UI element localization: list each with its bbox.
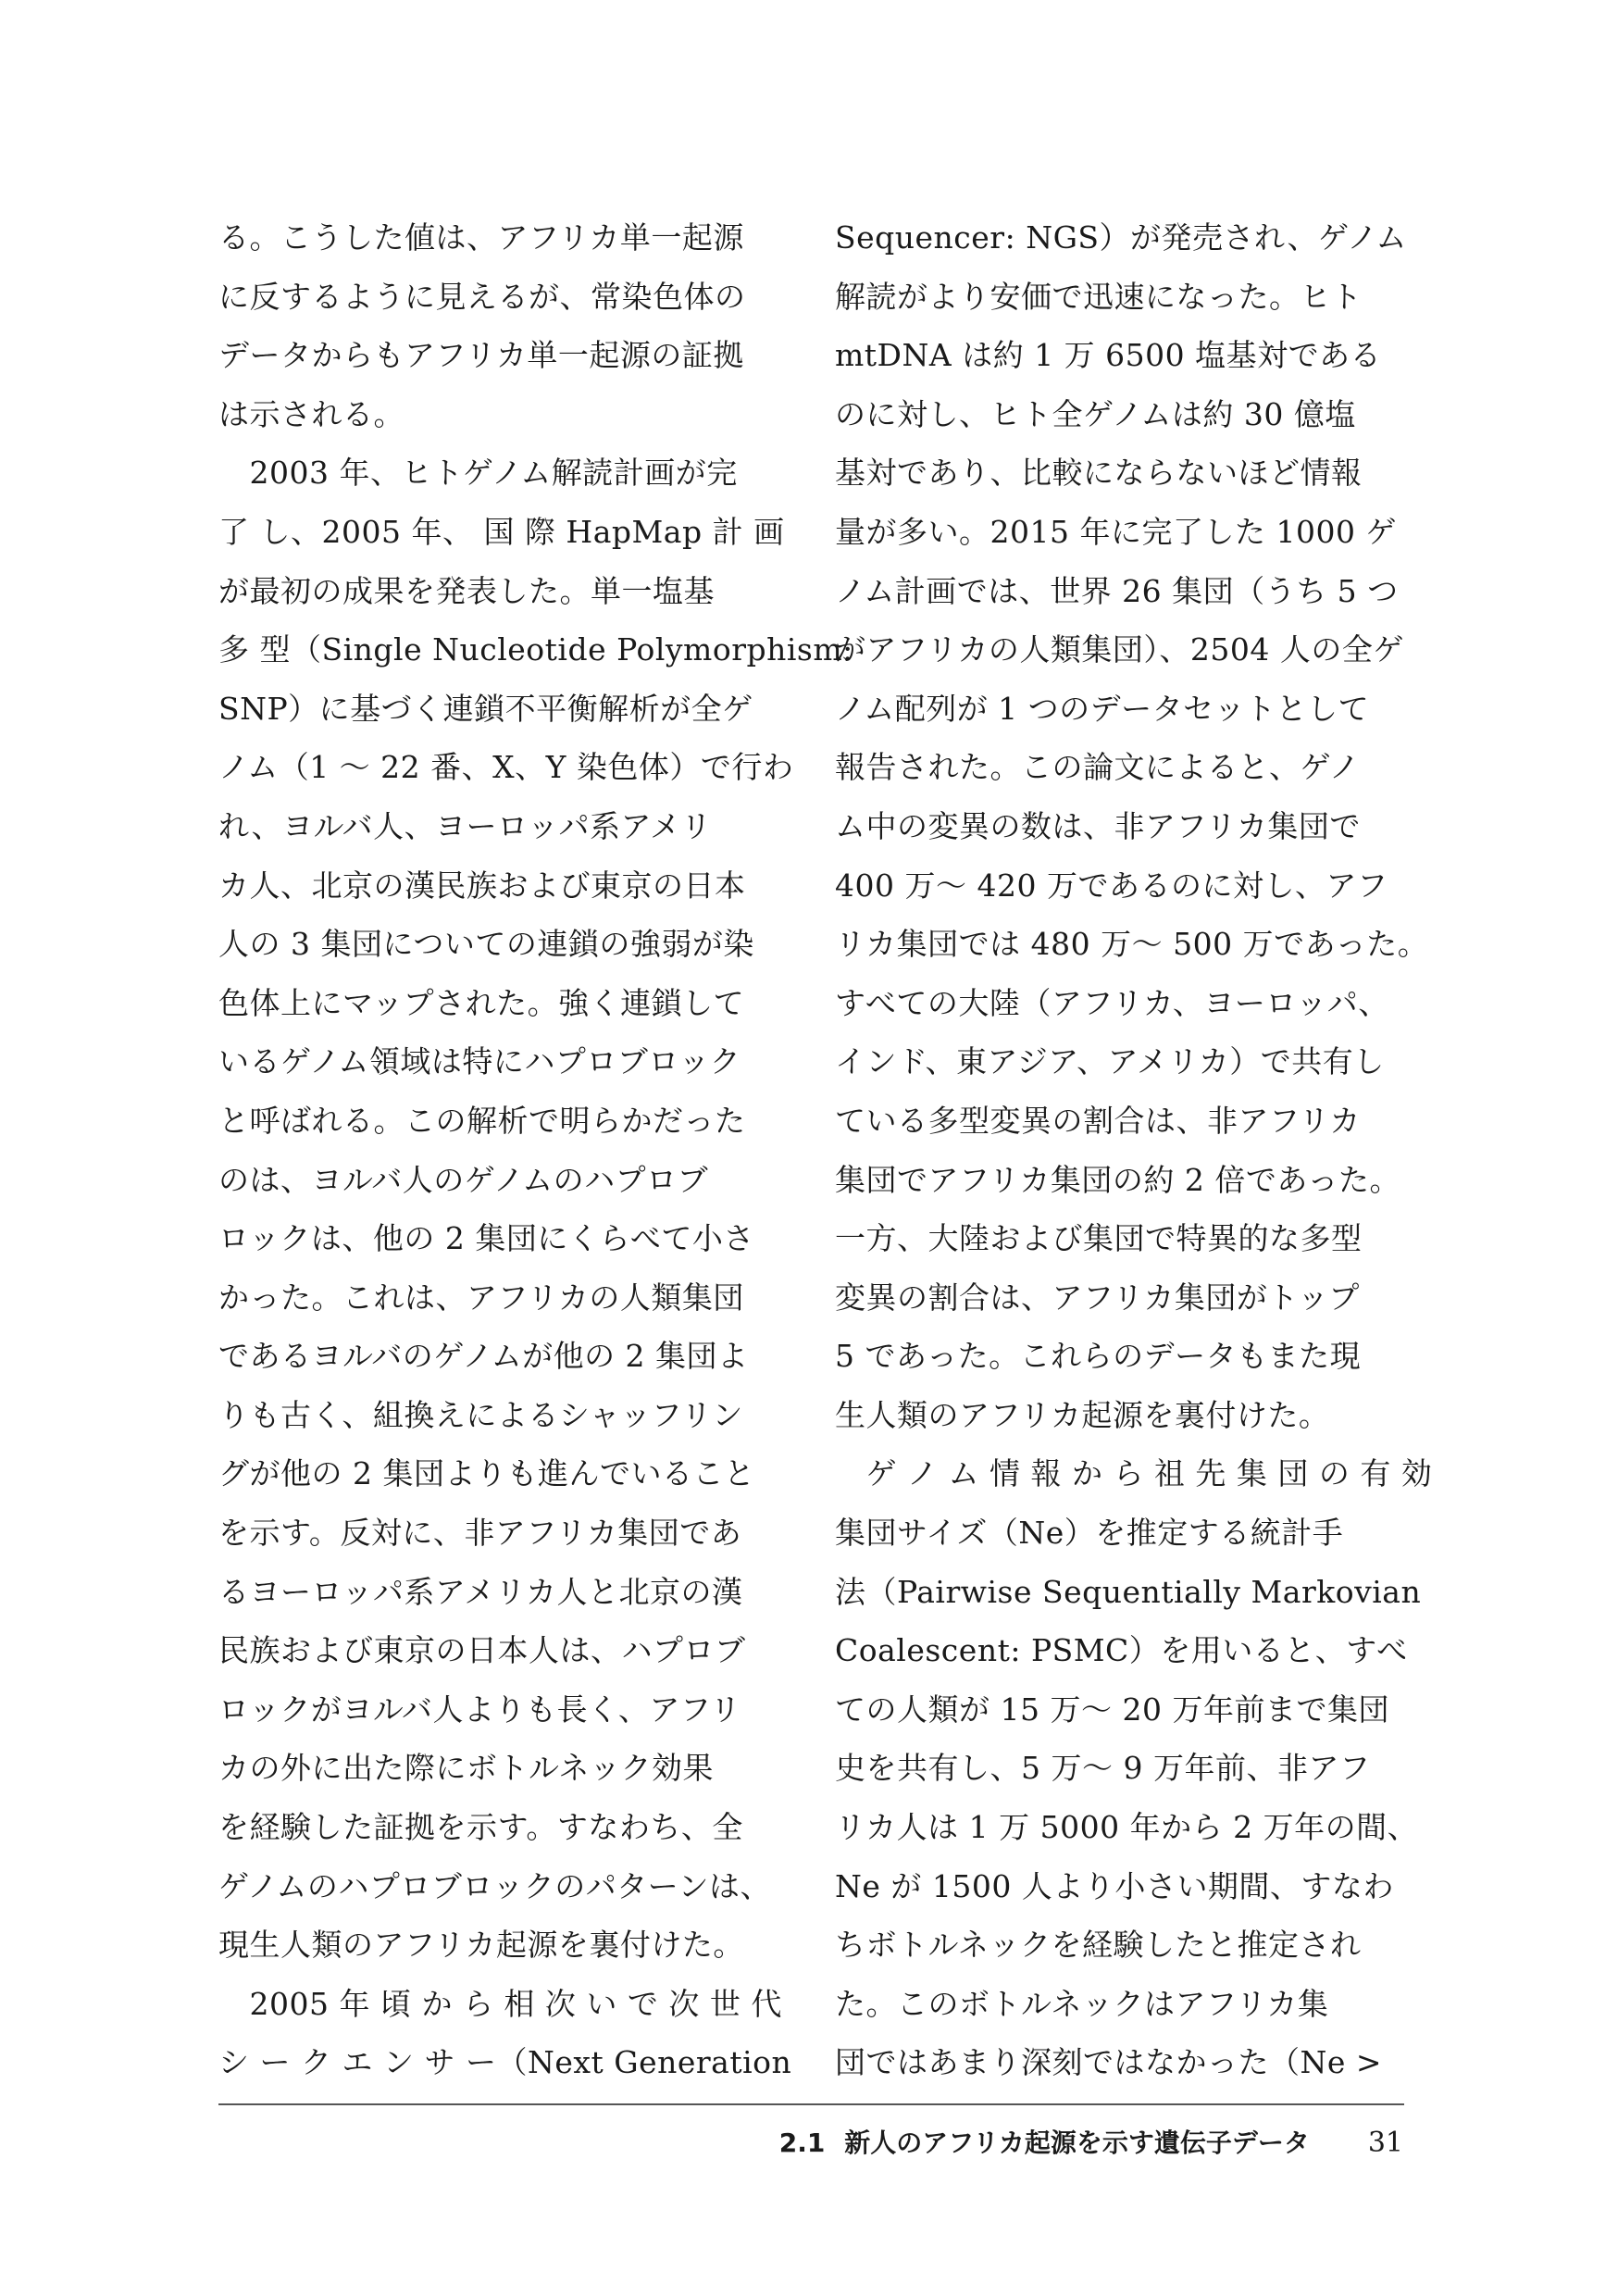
text-line: ちボトルネックを経験したと推定され — [835, 1927, 1362, 1964]
page-number: 31 — [1367, 2127, 1403, 2159]
text-line: データからもアフリカ単一起源の証拠 — [218, 337, 744, 374]
text-line: 報告された。この論文によると、ゲノ — [835, 749, 1361, 786]
text-line: 2005 年 頃 か ら 相 次 い で 次 世 代 — [218, 1985, 782, 2022]
text-line: ゲ ノ ム 情 報 か ら 祖 先 集 団 の 有 効 — [835, 1455, 1433, 1492]
text-line: Ne が 1500 人より小さい期間、すなわ — [835, 1867, 1394, 1904]
text-line: カの外に出た際にボトルネック効果 — [218, 1750, 715, 1787]
text-line: りも古く、組換えによるシャッフリン — [218, 1396, 743, 1433]
text-line: インド、東アジア、アメリカ）で共有し — [835, 1043, 1385, 1080]
text-line: 法（Pairwise Sequentially Markovian — [835, 1573, 1422, 1610]
text-line: ゲノムのハプロブロックのパターンは、 — [218, 1867, 772, 1904]
text-line: を経験した証拠を示す。すなわち、全 — [218, 1809, 743, 1846]
text-line: るヨーロッパ系アメリカ人と北京の漢 — [218, 1573, 743, 1610]
text-line: 民族および東京の日本人は、ハプロブ — [218, 1632, 746, 1669]
text-line: 団ではあまり深刻ではなかった（Ne > — [835, 2044, 1383, 2081]
left-column — [218, 208, 853, 2092]
text-line: は示される。 — [218, 395, 404, 432]
text-line: リカ人は 1 万 5000 年から 2 万年の間、 — [835, 1809, 1419, 1846]
right-column — [835, 208, 1433, 2092]
text-line: 変異の割合は、アフリカ集団がトップ — [835, 1279, 1360, 1316]
text-line: カ人、北京の漢民族および東京の日本 — [218, 867, 746, 904]
running-title: 新人のアフリカ起源を示す遺伝子データ — [844, 2128, 1310, 2158]
text-line: ノム（1 ～ 22 番、X、Y 染色体）で行わ — [218, 749, 794, 786]
text-line: 量が多い。2015 年に完了した 1000 ゲ — [835, 513, 1397, 550]
text-line: 5 であった。これらのデータもまた現 — [835, 1338, 1362, 1375]
text-line: 色体上にマップされた。強く連鎖して — [218, 984, 745, 1021]
text-line: がアフリカの人類集団）、2504 人の全ゲ — [835, 631, 1404, 668]
text-line: ノム計画では、世界 26 集団（うち 5 つ — [835, 572, 1399, 609]
text-line: 了 し、2005 年、 国 際 HapMap 計 画 — [218, 513, 785, 550]
text-line: れ、ヨルバ人、ヨーロッパ系アメリ — [218, 807, 713, 844]
footer-divider — [218, 2103, 1404, 2105]
text-line: を示す。反対に、非アフリカ集団であ — [218, 1515, 742, 1552]
text-line: グが他の 2 集団よりも進んでいること — [218, 1455, 755, 1492]
text-line: であるヨルバのゲノムが他の 2 集団よ — [218, 1338, 749, 1375]
text-line: 現生人類のアフリカ起源を裏付けた。 — [218, 1927, 744, 1964]
text-line: すべての大陸（アフリカ、ヨーロッパ、 — [835, 984, 1389, 1021]
text-line: のは、ヨルバ人のゲノムのハプロブ — [218, 1161, 709, 1198]
text-line: ての人類が 15 万～ 20 万年前まで集団 — [835, 1691, 1389, 1728]
text-line: SNP）に基づく連鎖不平衡解析が全ゲ — [218, 690, 753, 727]
text-line: が最初の成果を発表した。単一塩基 — [218, 572, 715, 609]
text-line: ノム配列が 1 つのデータセットとして — [835, 690, 1370, 727]
text-line: ている多型変異の割合は、非アフリカ — [835, 1102, 1361, 1139]
text-line: る。こうした値は、アフリカ単一起源 — [218, 219, 744, 256]
text-line: 集団サイズ（Ne）を推定する統計手 — [835, 1515, 1344, 1552]
text-line: 400 万～ 420 万であるのに対し、アフ — [835, 867, 1388, 904]
text-line: かった。これは、アフリカの人類集団 — [218, 1279, 744, 1316]
text-line: シ ー ク エ ン サ ー（Next Generation — [218, 2044, 792, 2081]
text-line: ロックは、他の 2 集団にくらべて小さ — [218, 1220, 754, 1257]
text-line: Sequencer: NGS）が発売され、ゲノム — [835, 219, 1407, 256]
text-line: 基対であり、比較にならないほど情報 — [835, 455, 1363, 492]
text-line: 集団でアフリカ集団の約 2 倍であった。 — [835, 1161, 1400, 1198]
text-line: リカ集団では 480 万～ 500 万であった。 — [835, 926, 1429, 963]
text-line: と呼ばれる。この解析で明らかだった — [218, 1102, 746, 1139]
text-line: いるゲノム領域は特にハプロブロック — [218, 1043, 741, 1080]
text-line: 史を共有し、5 万～ 9 万年前、非アフ — [835, 1750, 1371, 1787]
text-line: ロックがヨルバ人よりも長く、アフリ — [218, 1691, 741, 1728]
text-line: 解読がより安価で迅速になった。ヒト — [835, 278, 1363, 315]
text-line: に反するように見えるが、常染色体の — [218, 278, 746, 315]
text-line: 多 型（Single Nucleotide Polymorphism: — [218, 631, 853, 668]
text-line: た。このボトルネックはアフリカ集 — [835, 1985, 1329, 2022]
page-footer — [779, 2120, 1403, 2166]
text-line: Coalescent: PSMC）を用いると、すべ — [835, 1632, 1408, 1669]
text-line: 生人類のアフリカ起源を裏付けた。 — [835, 1396, 1330, 1433]
section-number: 2.1 — [778, 2128, 826, 2158]
text-line: 人の 3 集団についての連鎖の強弱が染 — [218, 926, 754, 963]
text-line: 一方、大陸および集団で特異的な多型 — [835, 1220, 1363, 1257]
text-line: mtDNA は約 1 万 6500 塩基対である — [835, 337, 1382, 374]
text-line: ム中の変異の数は、非アフリカ集団で — [835, 807, 1361, 844]
text-line: 2003 年、ヒトゲノム解読計画が完 — [218, 455, 738, 492]
text-line: のに対し、ヒト全ゲノムは約 30 億塩 — [835, 395, 1356, 432]
